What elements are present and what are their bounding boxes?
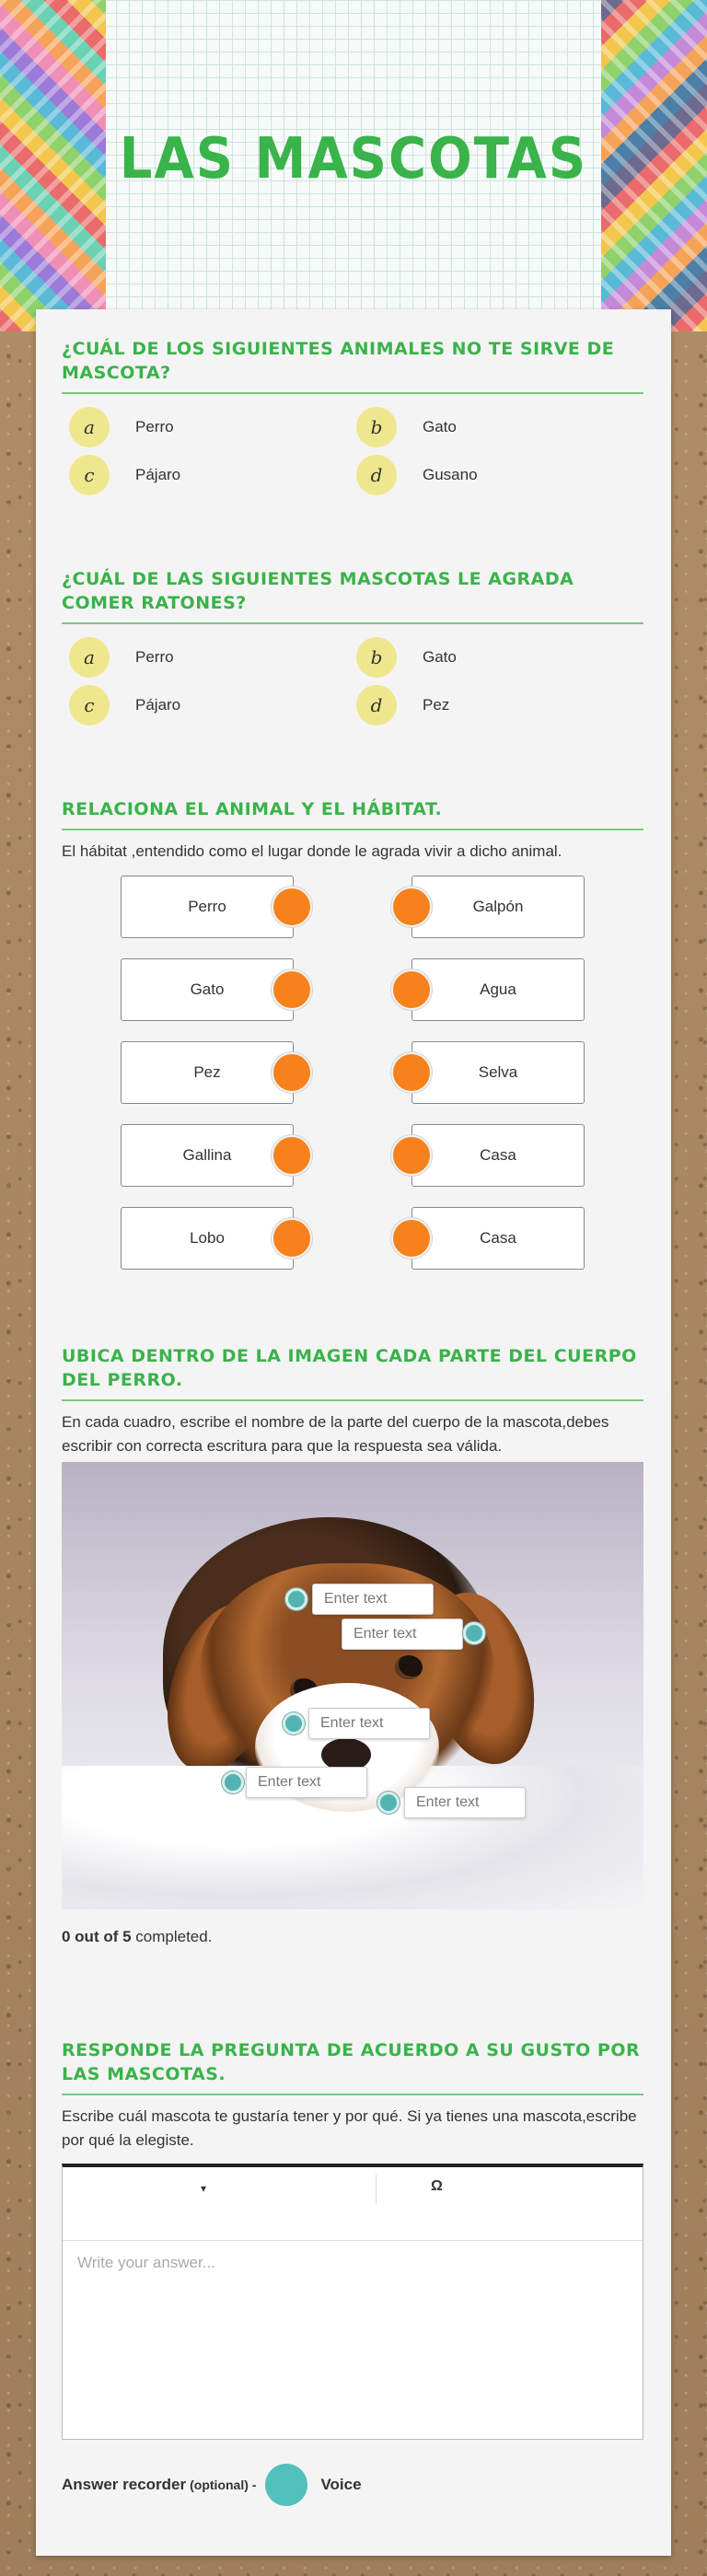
q2-option-b[interactable] <box>356 637 632 678</box>
question-2-title: ¿CUÁL DE LAS SIGUIENTES MASCOTAS LE AGRADA COMER RATONES? <box>62 567 643 624</box>
question-3-description: El hábitat ,entendido como el lugar donde le agrada vivir a dicho animal. <box>62 842 562 860</box>
toolbar-divider <box>376 2175 377 2204</box>
hotspot-progress <box>62 1928 212 1946</box>
option-letter-badge: c <box>69 685 110 725</box>
progress-count: 0 out of 5 <box>62 1928 132 1945</box>
option-label: Perro <box>135 648 174 666</box>
match-connector-dot[interactable] <box>391 1052 432 1093</box>
recorder-label: Answer recorder <box>62 2476 187 2493</box>
format-dropdown-icon[interactable]: ▾ <box>201 2182 207 2195</box>
hotspot-pin[interactable] <box>377 1792 400 1814</box>
option-letter-badge: b <box>356 407 397 447</box>
q2-option-a[interactable] <box>69 637 345 678</box>
option-label: Pájaro <box>135 696 181 714</box>
match-right-item[interactable]: Casa <box>411 1124 585 1187</box>
hotspot-pin[interactable] <box>222 1771 244 1793</box>
q1-option-d[interactable] <box>356 455 632 495</box>
match-left-item[interactable]: Gallina <box>121 1124 294 1187</box>
question-1-title: ¿CUÁL DE LOS SIGUIENTES ANIMALES NO TE SIRVE DE MASCOTA? <box>62 337 643 394</box>
hotspot-input[interactable] <box>308 1708 430 1739</box>
hotspot-pin[interactable] <box>283 1712 305 1735</box>
hotspot-input[interactable] <box>246 1767 367 1798</box>
option-label: Perro <box>135 418 174 435</box>
option-letter-badge: d <box>356 455 397 495</box>
record-voice-button[interactable] <box>265 2464 307 2506</box>
voice-label[interactable]: Voice <box>320 2476 362 2493</box>
option-letter-badge: d <box>356 685 397 725</box>
match-connector-dot[interactable] <box>272 1218 312 1259</box>
q2-option-c[interactable] <box>69 685 345 725</box>
question-4 <box>62 1344 643 1970</box>
match-left-item[interactable]: Lobo <box>121 1207 294 1270</box>
match-left-item[interactable]: Pez <box>121 1041 294 1104</box>
match-right-item[interactable]: Galpón <box>411 876 585 938</box>
q2-option-d[interactable] <box>356 685 632 725</box>
answer-recorder <box>62 2464 362 2506</box>
question-1-options <box>62 403 643 505</box>
match-right-item[interactable]: Selva <box>411 1041 585 1104</box>
decorative-pattern-right <box>601 0 707 331</box>
match-connector-dot[interactable] <box>272 1052 312 1093</box>
q1-option-b[interactable] <box>356 407 632 447</box>
decorative-pattern-left <box>0 0 106 331</box>
progress-suffix: completed. <box>131 1928 213 1945</box>
match-connector-dot[interactable] <box>391 1135 432 1176</box>
puppy-photo <box>62 1462 643 1909</box>
editor-toolbar <box>63 2167 643 2241</box>
match-connector-dot[interactable] <box>272 1135 312 1176</box>
hotspot-input[interactable] <box>342 1619 463 1650</box>
match-left-item[interactable]: Perro <box>121 876 294 938</box>
question-3-title: RELACIONA EL ANIMAL Y EL HÁBITAT. <box>62 797 643 830</box>
match-connector-dot[interactable] <box>391 969 432 1010</box>
option-letter-badge: c <box>69 455 110 495</box>
answer-editor <box>62 2164 643 2440</box>
answer-textarea[interactable] <box>63 2241 643 2436</box>
puppy-eye-right <box>395 1655 423 1679</box>
option-letter-badge: a <box>69 637 110 678</box>
match-connector-dot[interactable] <box>391 1218 432 1259</box>
question-5-title: RESPONDE LA PREGUNTA DE ACUERDO A SU GUSTO POR LAS MASCOTAS. <box>62 2038 643 2095</box>
option-label: Pájaro <box>135 466 181 483</box>
option-label: Pez <box>423 696 450 714</box>
question-5-description: Escribe cuál mascota te gustaría tener y por qué. Si ya tienes una mascota,escribe por qué la elegiste. <box>62 2107 637 2149</box>
option-letter-badge: b <box>356 637 397 678</box>
match-connector-dot[interactable] <box>272 969 312 1010</box>
hotspot-input[interactable] <box>312 1584 434 1615</box>
header-banner <box>0 0 707 331</box>
match-left-item[interactable]: Gato <box>121 958 294 1021</box>
page-title: LAS MASCOTAS <box>119 125 588 192</box>
option-label: Gato <box>423 648 457 666</box>
q1-option-c[interactable] <box>69 455 345 495</box>
q1-option-a[interactable] <box>69 407 345 447</box>
recorder-optional-note: (optional) - <box>190 2477 257 2492</box>
question-2 <box>62 567 643 735</box>
question-2-options <box>62 633 643 735</box>
question-4-title: UBICA DENTRO DE LA IMAGEN CADA PARTE DEL CUERPO DEL PERRO. <box>62 1344 643 1401</box>
match-connector-dot[interactable] <box>272 887 312 927</box>
option-letter-badge: a <box>69 407 110 447</box>
option-label: Gusano <box>423 466 478 483</box>
hotspot-pin[interactable] <box>463 1622 485 1644</box>
question-3 <box>62 797 643 1276</box>
question-4-description: En cada cuadro, escribe el nombre de la parte del cuerpo de la mascota,debes escribir con correcta escritura para que la respuesta sea válida. <box>62 1413 609 1455</box>
match-connector-dot[interactable] <box>391 887 432 927</box>
question-1 <box>62 337 643 505</box>
hotspot-input[interactable] <box>404 1787 526 1818</box>
match-right-item[interactable]: Casa <box>411 1207 585 1270</box>
worksheet-card <box>36 309 671 2556</box>
match-right-item[interactable]: Agua <box>411 958 585 1021</box>
hotspot-pin[interactable] <box>285 1588 307 1610</box>
question-5 <box>62 2038 643 2535</box>
special-character-icon[interactable]: Ω <box>431 2178 443 2194</box>
option-label: Gato <box>423 418 457 435</box>
